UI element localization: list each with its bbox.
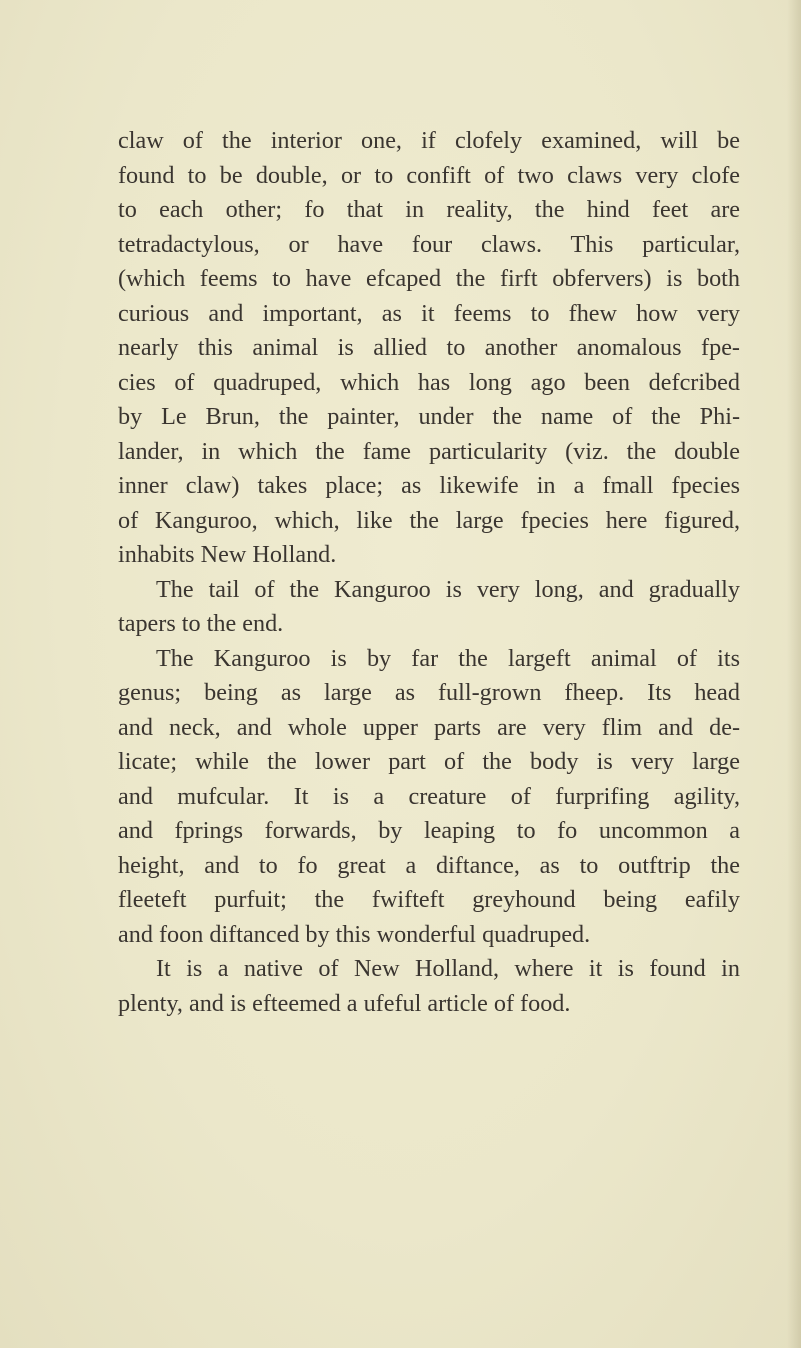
text-line: and foon diftanced by this wonderful quadruped. — [118, 920, 591, 948]
text-line: to each other; fo that in reality, the hind feet are — [118, 196, 740, 223]
text-line: (which feems to have efcaped the firft obfervers) is both — [118, 265, 740, 292]
paragraph-start-line: It is a native of New Holland, where it is found in — [156, 955, 740, 982]
text-line: by Le Brun, the painter, under the name of the Phi- — [118, 403, 740, 430]
text-line: tapers to the end. — [118, 610, 284, 637]
text-line: nearly this animal is allied to another anomalous fpe- — [118, 334, 740, 361]
text-line: inner claw) takes place; as likewife in a fmall fpecies — [118, 472, 740, 499]
text-line: and neck, and whole upper parts are very flim and de- — [118, 713, 740, 741]
text-line: inhabits New Holland. — [118, 541, 337, 568]
paragraph-start-line: The tail of the Kanguroo is very long, and gradually — [156, 575, 740, 603]
text-line: height, and to fo great a diftance, as to outftrip the — [118, 851, 740, 879]
text-line: claw of the interior one, if clofely examined, will be — [118, 127, 740, 154]
text-line: found to be double, or to confift of two claws very clofe — [118, 161, 740, 189]
text-line: fleeteft purfuit; the fwifteft greyhound being eafily — [118, 886, 740, 913]
text-line: licate; while the lower part of the body is very large — [118, 748, 740, 775]
text-line: and fprings forwards, by leaping to fo uncommon a — [118, 817, 740, 844]
text-line: genus; being as large as full-grown fheep. Its head — [118, 679, 740, 706]
text-line: plenty, and is efteemed a ufeful article of food. — [118, 989, 571, 1017]
body-text — [118, 124, 740, 1021]
page-edge-shadow — [787, 0, 801, 1348]
text-line: curious and important, as it feems to fhew how very — [118, 299, 740, 327]
text-line: lander, in which the fame particularity (viz. the double — [118, 437, 740, 465]
text-line: cies of quadruped, which has long ago been defcribed — [118, 368, 740, 396]
text-line: of Kanguroo, which, like the large fpecies here figured, — [118, 506, 740, 534]
paragraph-start-line: The Kanguroo is by far the largeft animal of its — [156, 644, 740, 672]
text-line: tetradactylous, or have four claws. This particular, — [118, 230, 740, 258]
text-line: and mufcular. It is a creature of furprifing agility, — [118, 782, 740, 810]
